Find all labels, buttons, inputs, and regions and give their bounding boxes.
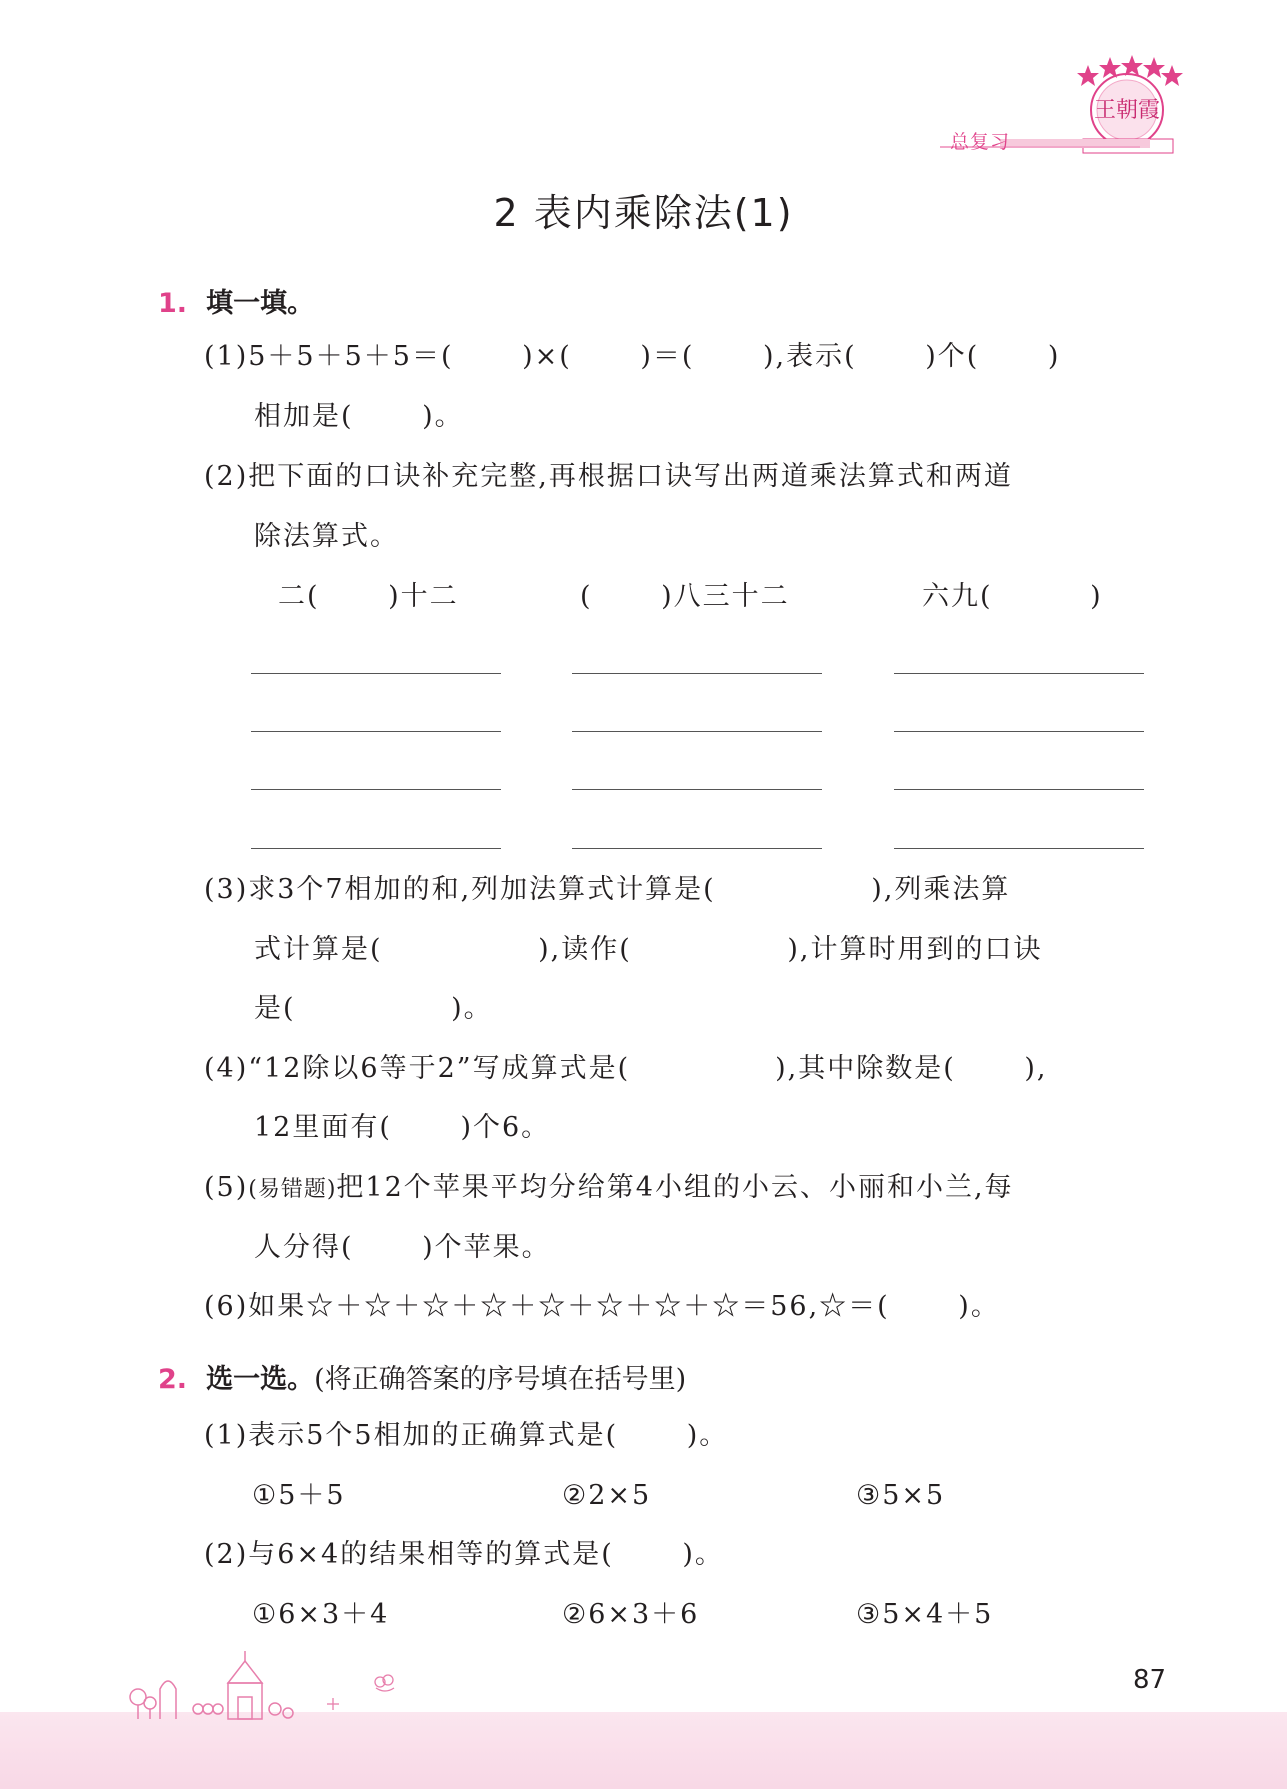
answer-line[interactable] xyxy=(572,673,822,674)
q2-2-option-2[interactable]: ②6×3＋6 xyxy=(562,1599,700,1630)
answer-line[interactable] xyxy=(894,731,1144,732)
section-1-heading xyxy=(158,281,314,320)
section-2-number: 2. xyxy=(158,1364,188,1395)
answer-line[interactable] xyxy=(251,789,501,790)
rhyme-1: 二( )十二 xyxy=(278,581,459,612)
answer-line[interactable] xyxy=(894,789,1144,790)
answer-line[interactable] xyxy=(251,848,501,849)
page-number: 87 xyxy=(1133,1665,1167,1695)
q2-1-stem: (1)表示5个5相加的正确算式是( )。 xyxy=(204,1420,729,1451)
logo-text: 王朝霞 xyxy=(1093,98,1161,123)
section-2-note: (将正确答案的序号填在括号里) xyxy=(314,1364,687,1395)
answer-line[interactable] xyxy=(572,789,822,790)
answer-line[interactable] xyxy=(572,848,822,849)
section-2-heading xyxy=(158,1357,686,1396)
q1-5-text: 把12个苹果平均分给第4小组的小云、小丽和小兰,每 xyxy=(336,1172,1014,1203)
q1-1-line2: 相加是( )。 xyxy=(254,401,464,432)
answer-line[interactable] xyxy=(894,848,1144,849)
q2-1-option-3[interactable]: ③5×5 xyxy=(856,1480,946,1511)
q1-3-line3: 是( )。 xyxy=(254,993,493,1024)
q1-1-line1: (1)5＋5＋5＋5＝( )×( )＝( ),表示( )个( ) xyxy=(204,341,1061,372)
rhyme-2: ( )八三十二 xyxy=(580,581,790,612)
answer-line[interactable] xyxy=(572,731,822,732)
error-prone-tag: (易错题) xyxy=(248,1177,337,1202)
section-1-title: 填一填。 xyxy=(206,288,315,319)
rhyme-3: 六九( ) xyxy=(922,581,1103,612)
answer-line[interactable] xyxy=(894,673,1144,674)
flower-decoration-icon xyxy=(370,1670,400,1694)
q2-1-option-2[interactable]: ②2×5 xyxy=(562,1480,652,1511)
q1-6-line1: (6)如果☆＋☆＋☆＋☆＋☆＋☆＋☆＋☆＝56,☆＝( )。 xyxy=(204,1291,1000,1322)
answer-line[interactable] xyxy=(251,673,501,674)
section-label: 总复习 xyxy=(950,131,1011,153)
sparkle-decoration-icon xyxy=(325,1696,341,1712)
section-1-number: 1. xyxy=(158,288,188,319)
q1-4-line2: 12里面有( )个6。 xyxy=(254,1112,551,1143)
castle-trees-decoration-icon xyxy=(120,1645,320,1725)
q1-3-line1: (3)求3个7相加的和,列加法算式计算是( ),列乘法算 xyxy=(204,874,1011,905)
q2-2-stem: (2)与6×4的结果相等的算式是( )。 xyxy=(204,1539,724,1570)
q1-3-line2: 式计算是( ),读作( ),计算时用到的口诀 xyxy=(254,934,1043,965)
q1-5-prefix: (5) xyxy=(204,1172,249,1203)
q1-5-line1 xyxy=(204,1168,1014,1210)
q2-1-option-1[interactable]: ①5＋5 xyxy=(252,1480,346,1511)
answer-line[interactable] xyxy=(251,731,501,732)
page-title: 2 表内乘除法(1) xyxy=(493,191,794,235)
q1-2-line1: (2)把下面的口诀补充完整,再根据口诀写出两道乘法算式和两道 xyxy=(204,461,1013,492)
q2-2-option-1[interactable]: ①6×3＋4 xyxy=(252,1599,390,1630)
q1-4-line1: (4)“12除以6等于2”写成算式是( ),其中除数是( ), xyxy=(204,1053,1048,1084)
q1-2-line2: 除法算式。 xyxy=(254,521,399,552)
section-2-title: 选一选。 xyxy=(206,1364,315,1395)
q2-2-option-3[interactable]: ③5×4＋5 xyxy=(856,1599,994,1630)
q1-5-line2: 人分得( )个苹果。 xyxy=(254,1232,551,1263)
